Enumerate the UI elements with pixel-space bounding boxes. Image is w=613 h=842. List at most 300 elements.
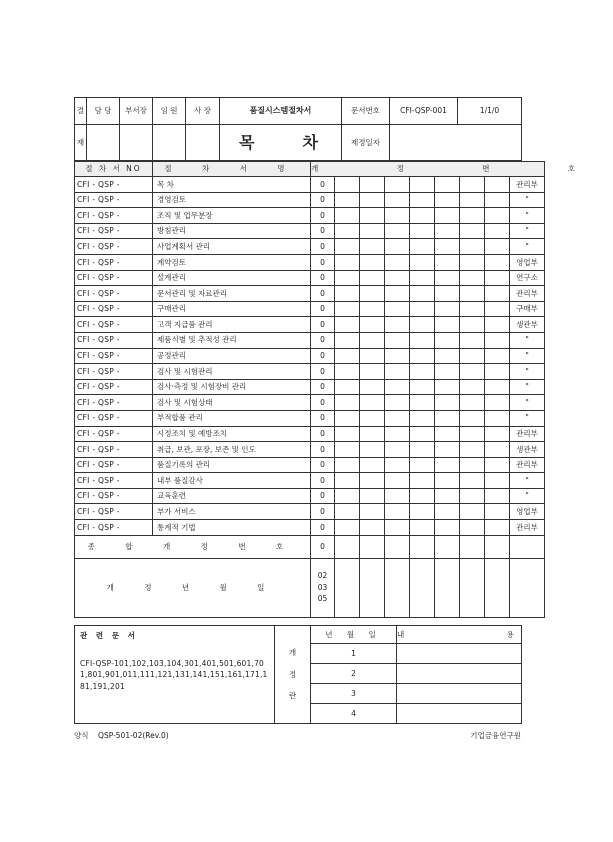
procedure-name: 설계관리 (153, 270, 311, 286)
revision-slot (485, 208, 510, 224)
revision-date-slot (510, 558, 545, 617)
table-row (75, 426, 545, 442)
summary-row (75, 535, 545, 558)
header-procedure-name: 절 차 서 명 (153, 162, 311, 177)
revision-slot (410, 208, 435, 224)
procedure-name: 통계적 기법 (153, 520, 311, 536)
procedure-no: CFI - QSP - (75, 332, 153, 348)
procedure-name: 구매관리 (153, 301, 311, 317)
revision-slot (410, 239, 435, 255)
related-docs-table (74, 625, 564, 724)
department: " (510, 364, 545, 380)
revision-value: 0 (311, 192, 335, 208)
revision-value: 0 (311, 410, 335, 426)
revision-date-label: 개 정 년 월 일 (75, 558, 311, 617)
department: 연구소 (510, 270, 545, 286)
revision-slot (460, 488, 485, 504)
revision-value: 0 (311, 442, 335, 458)
revision-slot (335, 332, 360, 348)
revision-slot (460, 254, 485, 270)
revision-slot (410, 379, 435, 395)
revision-label-char-1: 개 (288, 648, 297, 658)
procedure-no: CFI - QSP - (75, 395, 153, 411)
revision-slot (335, 473, 360, 489)
approval-label-bottom: 재 (75, 125, 87, 161)
procedure-name: 고객 지급품 관리 (153, 317, 311, 333)
revision-slot (410, 332, 435, 348)
revision-slot (385, 473, 410, 489)
main-title-char-2: 차 (302, 132, 322, 152)
table-row (75, 223, 545, 239)
revision-slot (335, 379, 360, 395)
summary-value: 0 (311, 535, 335, 558)
revision-row-content (397, 684, 522, 704)
procedure-name: 제품식별 및 추적성 관리 (153, 332, 311, 348)
revision-slot (460, 192, 485, 208)
table-row (75, 301, 545, 317)
revision-slot (485, 348, 510, 364)
form-code-value: QSP-501-02(Rev.0) (98, 731, 169, 740)
revision-date-header: 년 월 일 (311, 626, 397, 644)
department: 생관부 (510, 442, 545, 458)
revision-slot (360, 348, 385, 364)
revision-slot (485, 223, 510, 239)
revision-slot (485, 410, 510, 426)
revision-slot (385, 208, 410, 224)
department: 관리부 (510, 520, 545, 536)
revision-slot (460, 208, 485, 224)
revision-slot (435, 192, 460, 208)
revision-slot (485, 239, 510, 255)
revision-value: 0 (311, 395, 335, 411)
revision-slot (335, 192, 360, 208)
procedure-name: 내부 품질감사 (153, 473, 311, 489)
department: " (510, 488, 545, 504)
department: " (510, 473, 545, 489)
related-docs-title: 관 련 문 서 (80, 631, 138, 640)
department: " (510, 239, 545, 255)
revision-date-slot (335, 558, 360, 617)
revision-slot (435, 301, 460, 317)
revision-slot (385, 395, 410, 411)
revision-slot (460, 473, 485, 489)
revision-value: 0 (311, 223, 335, 239)
table-row (75, 270, 545, 286)
revision-slot (335, 254, 360, 270)
revision-slot (410, 410, 435, 426)
revision-slot (485, 192, 510, 208)
revision-slot (335, 223, 360, 239)
revision-slot (460, 410, 485, 426)
procedure-no: CFI - QSP - (75, 520, 153, 536)
revision-slot (410, 442, 435, 458)
system-title: 품질시스템절차서 (220, 98, 342, 125)
revision-slot (385, 348, 410, 364)
procedure-name: 검사 및 시험상태 (153, 395, 311, 411)
revision-slot (485, 317, 510, 333)
revision-date-slot (410, 558, 435, 617)
revision-label-char-2: 정 (288, 669, 297, 679)
table-row (75, 192, 545, 208)
summary-slot (460, 535, 485, 558)
revision-slot (335, 177, 360, 193)
revision-slot (385, 177, 410, 193)
revision-slot (410, 192, 435, 208)
revision-slot (435, 332, 460, 348)
procedure-name: 계약검토 (153, 254, 311, 270)
revision-slot (385, 223, 410, 239)
header-procedure-no: 절 차 서 NO (75, 162, 153, 177)
revision-column-label (275, 626, 311, 724)
revision-slot (435, 442, 460, 458)
revision-slot (360, 379, 385, 395)
revision-slot (435, 504, 460, 520)
revision-slot (485, 504, 510, 520)
procedure-no: CFI - QSP - (75, 473, 153, 489)
revision-slot (460, 442, 485, 458)
revision-slot (335, 270, 360, 286)
revision-slot (335, 410, 360, 426)
revision-slot (410, 473, 435, 489)
revision-slot (385, 301, 410, 317)
table-row (75, 473, 545, 489)
department: " (510, 223, 545, 239)
revision-slot (435, 395, 460, 411)
revision-slot (360, 208, 385, 224)
revision-value: 0 (311, 270, 335, 286)
revision-slot (435, 223, 460, 239)
procedure-no: CFI - QSP - (75, 208, 153, 224)
procedure-no: CFI - QSP - (75, 270, 153, 286)
revision-slot (360, 270, 385, 286)
revision-slot (410, 395, 435, 411)
table-row (75, 208, 545, 224)
revision-slot (410, 286, 435, 302)
related-docs-list: CFI-QSP-101,102,103,104,301,401,501,601,701,801,901,011,111,121,131,141,151,161,171,181,191,201 (80, 658, 268, 691)
revision-slot (435, 270, 460, 286)
revision-slot (410, 488, 435, 504)
revision-slot (485, 177, 510, 193)
department: " (510, 395, 545, 411)
revision-slot (485, 364, 510, 380)
enactment-date-label: 제정일자 (342, 125, 390, 161)
procedure-name: 경영검토 (153, 192, 311, 208)
revision-slot (410, 364, 435, 380)
revision-slot (410, 348, 435, 364)
revision-value: 0 (311, 348, 335, 364)
revision-slot (435, 488, 460, 504)
revision-slot (360, 410, 385, 426)
department: 영업부 (510, 504, 545, 520)
revision-slot (335, 301, 360, 317)
procedure-no: CFI - QSP - (75, 364, 153, 380)
revision-slot (335, 442, 360, 458)
revision-slot (435, 473, 460, 489)
revision-slot (385, 254, 410, 270)
approval-header-table (74, 97, 522, 161)
procedure-name: 공정관리 (153, 348, 311, 364)
revision-date-slot (460, 558, 485, 617)
revision-slot (460, 223, 485, 239)
form-code (74, 730, 169, 741)
revision-slot (410, 223, 435, 239)
main-title (220, 125, 342, 161)
table-row (75, 442, 545, 458)
revision-slot (335, 457, 360, 473)
revision-slot (360, 395, 385, 411)
summary-label: 종 합 개 정 번 호 (75, 535, 311, 558)
department: " (510, 410, 545, 426)
revision-slot (435, 457, 460, 473)
revision-slot (360, 332, 385, 348)
department: " (510, 332, 545, 348)
revision-slot (385, 457, 410, 473)
revision-date-slot (485, 558, 510, 617)
revision-slot (485, 270, 510, 286)
summary-slot (385, 535, 410, 558)
revision-date-part: 02 (317, 571, 328, 581)
revision-slot (435, 364, 460, 380)
revision-slot (485, 395, 510, 411)
summary-slot (335, 535, 360, 558)
revision-row-content (397, 664, 522, 684)
revision-slot (335, 520, 360, 536)
procedure-no: CFI - QSP - (75, 410, 153, 426)
revision-value: 0 (311, 473, 335, 489)
revision-slot (360, 520, 385, 536)
approver-staff: 담 당 (87, 98, 120, 125)
procedure-no: CFI - QSP - (75, 239, 153, 255)
revision-value: 0 (311, 488, 335, 504)
revision-slot (335, 504, 360, 520)
procedure-no: CFI - QSP - (75, 442, 153, 458)
revision-slot (335, 208, 360, 224)
revision-slot (485, 379, 510, 395)
revision-slot (460, 379, 485, 395)
procedure-no: CFI - QSP - (75, 348, 153, 364)
revision-row-content (397, 704, 522, 724)
approver-dept-head: 부서장 (120, 98, 153, 125)
revision-slot (410, 254, 435, 270)
revision-slot (335, 348, 360, 364)
revision-slot (360, 301, 385, 317)
revision-date-slot (435, 558, 460, 617)
revision-slot (460, 239, 485, 255)
revision-value: 0 (311, 332, 335, 348)
revision-slot (435, 379, 460, 395)
revision-slot (335, 426, 360, 442)
procedure-name: 검사·측정 및 시험장비 관리 (153, 379, 311, 395)
department: 관리부 (510, 426, 545, 442)
revision-slot (360, 457, 385, 473)
table-row (75, 520, 545, 536)
table-row (75, 410, 545, 426)
revision-slot (485, 457, 510, 473)
revision-date-row (75, 558, 545, 617)
procedure-no: CFI - QSP - (75, 504, 153, 520)
summary-slot (360, 535, 385, 558)
revision-slot (410, 520, 435, 536)
revision-date-values (311, 558, 335, 617)
revision-date-slot (385, 558, 410, 617)
revision-label-char-3: 란 (288, 691, 297, 701)
revision-slot (385, 504, 410, 520)
sign-box-president (186, 125, 220, 161)
revision-value: 0 (311, 426, 335, 442)
revision-slot (360, 286, 385, 302)
table-row (75, 457, 545, 473)
table-row (75, 348, 545, 364)
summary-slot (435, 535, 460, 558)
table-row (75, 317, 545, 333)
summary-slot (510, 535, 545, 558)
revision-value: 0 (311, 208, 335, 224)
revision-slot (460, 520, 485, 536)
revision-row-number: 4 (311, 704, 397, 724)
revision-slot (360, 177, 385, 193)
revision-slot (335, 286, 360, 302)
revision-slot (460, 395, 485, 411)
revision-slot (435, 317, 460, 333)
revision-slot (460, 270, 485, 286)
procedure-name: 문서관리 및 자료관리 (153, 286, 311, 302)
enactment-date-value (390, 125, 522, 161)
revision-slot (360, 442, 385, 458)
revision-slot (460, 348, 485, 364)
procedure-no: CFI - QSP - (75, 223, 153, 239)
revision-slot (335, 488, 360, 504)
revision-slot (485, 286, 510, 302)
revision-slot (460, 364, 485, 380)
revision-slot (385, 520, 410, 536)
procedure-name: 부가 서비스 (153, 504, 311, 520)
doc-number-value: CFI-QSP-001 (390, 98, 458, 125)
procedure-no: CFI - QSP - (75, 177, 153, 193)
revision-slot (360, 426, 385, 442)
revision-slot (360, 223, 385, 239)
revision-slot (385, 364, 410, 380)
department: 생관부 (510, 317, 545, 333)
revision-slot (435, 239, 460, 255)
revision-value: 0 (311, 177, 335, 193)
department: " (510, 208, 545, 224)
revision-slot (435, 348, 460, 364)
revision-slot (360, 504, 385, 520)
table-row (75, 177, 545, 193)
revision-slot (385, 426, 410, 442)
revision-slot (385, 379, 410, 395)
revision-value: 0 (311, 364, 335, 380)
procedure-no: CFI - QSP - (75, 426, 153, 442)
revision-value: 0 (311, 457, 335, 473)
revision-slot (385, 270, 410, 286)
table-row (75, 504, 545, 520)
revision-slot (460, 426, 485, 442)
revision-slot (410, 301, 435, 317)
procedure-no: CFI - QSP - (75, 317, 153, 333)
revision-slot (385, 317, 410, 333)
procedure-name: 취급, 보관, 포장, 보존 및 인도 (153, 442, 311, 458)
procedure-no: CFI - QSP - (75, 488, 153, 504)
summary-slot (410, 535, 435, 558)
procedure-name: 교육훈련 (153, 488, 311, 504)
revision-slot (385, 442, 410, 458)
sign-box-dept-head (120, 125, 153, 161)
department: 구매부 (510, 301, 545, 317)
revision-slot (385, 488, 410, 504)
table-row (75, 379, 545, 395)
form-label: 양식 (74, 731, 89, 740)
revision-slot (360, 239, 385, 255)
approver-president: 사 장 (186, 98, 220, 125)
department: 영업부 (510, 254, 545, 270)
revision-slot (460, 317, 485, 333)
department: 관리부 (510, 457, 545, 473)
approval-label-top: 결 (75, 98, 87, 125)
revision-slot (360, 192, 385, 208)
doc-number-label: 문서번호 (342, 98, 390, 125)
revision-slot (410, 177, 435, 193)
sign-box-staff (87, 125, 120, 161)
procedure-name: 목 차 (153, 177, 311, 193)
procedure-name: 사업계획서 관리 (153, 239, 311, 255)
revision-slot (360, 317, 385, 333)
header-revision-number: 개 정 번 호 (311, 162, 545, 177)
organization-name: 기업금융연구원 (470, 731, 521, 740)
revision-slot (410, 426, 435, 442)
revision-slot (435, 254, 460, 270)
revision-slot (410, 317, 435, 333)
related-docs-cell (75, 626, 275, 724)
procedure-name: 조직 및 업무분장 (153, 208, 311, 224)
main-title-char-1: 목 (239, 132, 259, 152)
revision-slot (360, 473, 385, 489)
revision-slot (460, 177, 485, 193)
revision-slot (435, 177, 460, 193)
revision-slot (485, 301, 510, 317)
revision-slot (435, 426, 460, 442)
table-row (75, 286, 545, 302)
revision-slot (410, 504, 435, 520)
revision-value: 0 (311, 379, 335, 395)
revision-value: 0 (311, 520, 335, 536)
revision-date-part: 05 (317, 594, 328, 604)
procedure-name: 품질기록의 관리 (153, 457, 311, 473)
department: " (510, 379, 545, 395)
revision-slot (335, 364, 360, 380)
revision-value: 0 (311, 254, 335, 270)
procedure-no: CFI - QSP - (75, 457, 153, 473)
revision-date-part: 03 (317, 582, 328, 592)
revision-slot (460, 286, 485, 302)
approver-executive: 임 원 (153, 98, 186, 125)
department: " (510, 192, 545, 208)
procedure-no: CFI - QSP - (75, 254, 153, 270)
revision-slot (335, 239, 360, 255)
revision-slot (485, 488, 510, 504)
revision-slot (410, 270, 435, 286)
revision-content-header: 내 용 (397, 626, 522, 644)
revision-row-number: 2 (311, 664, 397, 684)
revision-value: 0 (311, 317, 335, 333)
procedure-no: CFI - QSP - (75, 301, 153, 317)
procedure-name: 검사 및 시험관리 (153, 364, 311, 380)
revision-row-number: 1 (311, 644, 397, 664)
revision-value: 0 (311, 286, 335, 302)
table-row (75, 332, 545, 348)
revision-slot (335, 317, 360, 333)
revision-slot (485, 332, 510, 348)
